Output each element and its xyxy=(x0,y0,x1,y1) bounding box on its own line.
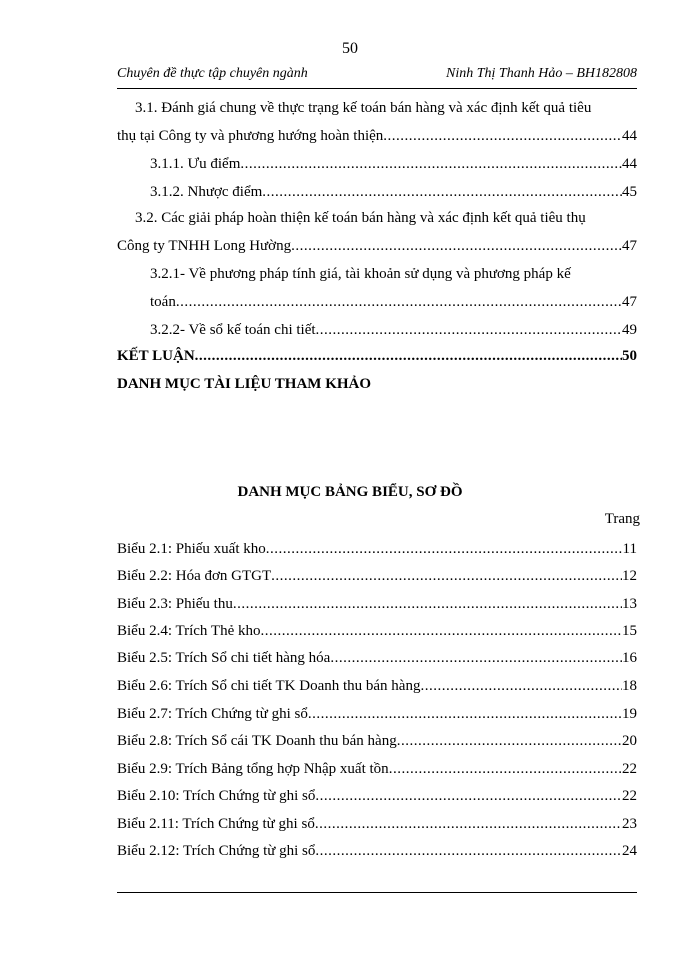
figure-page: 18 xyxy=(622,678,637,694)
figure-page: 20 xyxy=(622,733,637,749)
leader-dots xyxy=(262,182,622,202)
toc-entry-3-2-1-cont xyxy=(150,292,637,312)
leader-dots xyxy=(383,126,622,146)
figure-entry-text: Biểu 2.1: Phiếu xuất kho xyxy=(117,541,266,557)
figure-page: 16 xyxy=(622,650,637,666)
leader-dots xyxy=(389,759,622,779)
toc-entry-3-1-2 xyxy=(150,182,637,202)
figure-page: 15 xyxy=(622,623,637,639)
figure-entry-text: Biểu 2.11: Trích Chứng từ ghi sổ xyxy=(117,816,315,832)
page-number: 50 xyxy=(342,40,358,57)
figure-entry-text: Biểu 2.7: Trích Chứng từ ghi sổ xyxy=(117,706,308,722)
figure-entry-text: Biểu 2.9: Trích Bảng tổng hợp Nhập xuất tồn xyxy=(117,761,389,777)
toc-entry-text: thụ tại Công ty và phương hướng hoàn thiện xyxy=(117,128,384,144)
leader-dots xyxy=(315,841,622,861)
toc-entry-3-1-cont xyxy=(117,126,637,146)
toc-entry-text: 3.2.2- Về sổ kế toán chi tiết xyxy=(150,322,316,338)
figure-entry xyxy=(117,648,637,668)
toc-page: 49 xyxy=(622,322,637,338)
figure-entry-text: Biểu 2.3: Phiếu thu xyxy=(117,596,233,612)
figure-entry-text: Biểu 2.10: Trích Chứng từ ghi sổ xyxy=(117,788,316,804)
figure-page: 12 xyxy=(622,568,637,584)
trang-label: Trang xyxy=(604,511,640,527)
toc-entry-text: 3.1.2. Nhược điểm xyxy=(150,184,263,200)
leader-dots xyxy=(266,539,623,559)
toc-page: 47 xyxy=(622,238,637,254)
figure-entry-text: Biểu 2.12: Trích Chứng từ ghi sổ xyxy=(117,843,316,859)
figure-page: 11 xyxy=(622,541,637,557)
toc-entry-text: DANH MỤC TÀI LIỆU THAM KHẢO xyxy=(117,376,372,392)
figure-page: 22 xyxy=(622,788,637,804)
figure-page: 23 xyxy=(622,816,637,832)
figure-entry xyxy=(117,594,637,614)
figure-entry xyxy=(117,676,637,696)
figure-entry xyxy=(117,731,637,751)
figure-entry-text: Biểu 2.5: Trích Sổ chi tiết hàng hóa xyxy=(117,650,331,666)
figure-entry xyxy=(117,786,637,806)
figure-page: 24 xyxy=(622,843,637,859)
leader-dots xyxy=(330,648,622,668)
figure-entry xyxy=(117,759,637,779)
figure-entry xyxy=(117,814,637,834)
header-right: Ninh Thị Thanh Hảo – BH182808 xyxy=(446,66,637,81)
toc-page: 50 xyxy=(622,348,637,364)
footer-rule xyxy=(117,892,637,893)
toc-entry-3-2 xyxy=(135,208,637,228)
leader-dots xyxy=(308,704,622,724)
toc-entry-3-2-2 xyxy=(150,320,637,340)
figure-entry xyxy=(117,539,637,559)
leader-dots xyxy=(315,814,622,834)
figure-entry-text: Biểu 2.4: Trích Thẻ kho xyxy=(117,623,261,639)
leader-dots xyxy=(240,154,622,174)
toc-entry-3-2-cont xyxy=(117,236,637,256)
leader-dots xyxy=(315,786,622,806)
figure-entry xyxy=(117,621,637,641)
header-left: Chuyên đề thực tập chuyên ngành xyxy=(117,66,308,81)
toc-page: 45 xyxy=(622,184,637,200)
toc-entry-text: 3.1.1. Ưu điểm xyxy=(150,156,241,172)
toc-page: 47 xyxy=(622,294,637,310)
toc-entry-ket-luan xyxy=(117,346,637,366)
figure-page: 13 xyxy=(622,596,637,612)
toc-page: 44 xyxy=(622,156,637,172)
toc-entry-3-2-1 xyxy=(150,264,637,284)
figure-page: 19 xyxy=(622,706,637,722)
toc-entry-text: Công ty TNHH Long Hường xyxy=(117,238,292,254)
leader-dots xyxy=(397,731,622,751)
toc-entry-text: KẾT LUẬN xyxy=(117,348,195,364)
figure-entry-text: Biểu 2.8: Trích Sổ cái TK Doanh thu bán hàng xyxy=(117,733,397,749)
figure-entry xyxy=(117,566,637,586)
toc-entry-3-1 xyxy=(135,98,637,118)
leader-dots xyxy=(291,236,622,256)
toc-entry-text: 3.2. Các giải pháp hoàn thiện kế toán bán hàng và xác định kết quả tiêu thụ xyxy=(135,210,586,226)
leader-dots xyxy=(316,320,622,340)
list-title: DANH MỤC BẢNG BIỂU, SƠ ĐỒ xyxy=(237,484,463,500)
toc-entry-text: toán xyxy=(150,294,176,310)
leader-dots xyxy=(176,292,622,312)
figure-entry xyxy=(117,841,637,861)
leader-dots xyxy=(420,676,622,696)
toc-entry-text: 3.1. Đánh giá chung về thực trạng kế toán bán hàng và xác định kết quả tiêu xyxy=(135,100,592,116)
leader-dots xyxy=(233,594,622,614)
toc-page: 44 xyxy=(622,128,637,144)
leader-dots xyxy=(271,566,622,586)
figure-entry-text: Biểu 2.2: Hóa đơn GTGT xyxy=(117,568,272,584)
leader-dots xyxy=(260,621,622,641)
figure-entry-text: Biểu 2.6: Trích Sổ chi tiết TK Doanh thu bán hàng xyxy=(117,678,421,694)
figure-entry xyxy=(117,704,637,724)
toc-entry-3-1-1 xyxy=(150,154,637,174)
figure-page: 22 xyxy=(622,761,637,777)
toc-entry-text: 3.2.1- Về phương pháp tính giá, tài khoản sử dụng và phương pháp kế xyxy=(150,266,571,282)
running-header xyxy=(117,66,637,89)
leader-dots xyxy=(195,346,622,366)
toc-entry-tai-lieu xyxy=(117,374,637,394)
